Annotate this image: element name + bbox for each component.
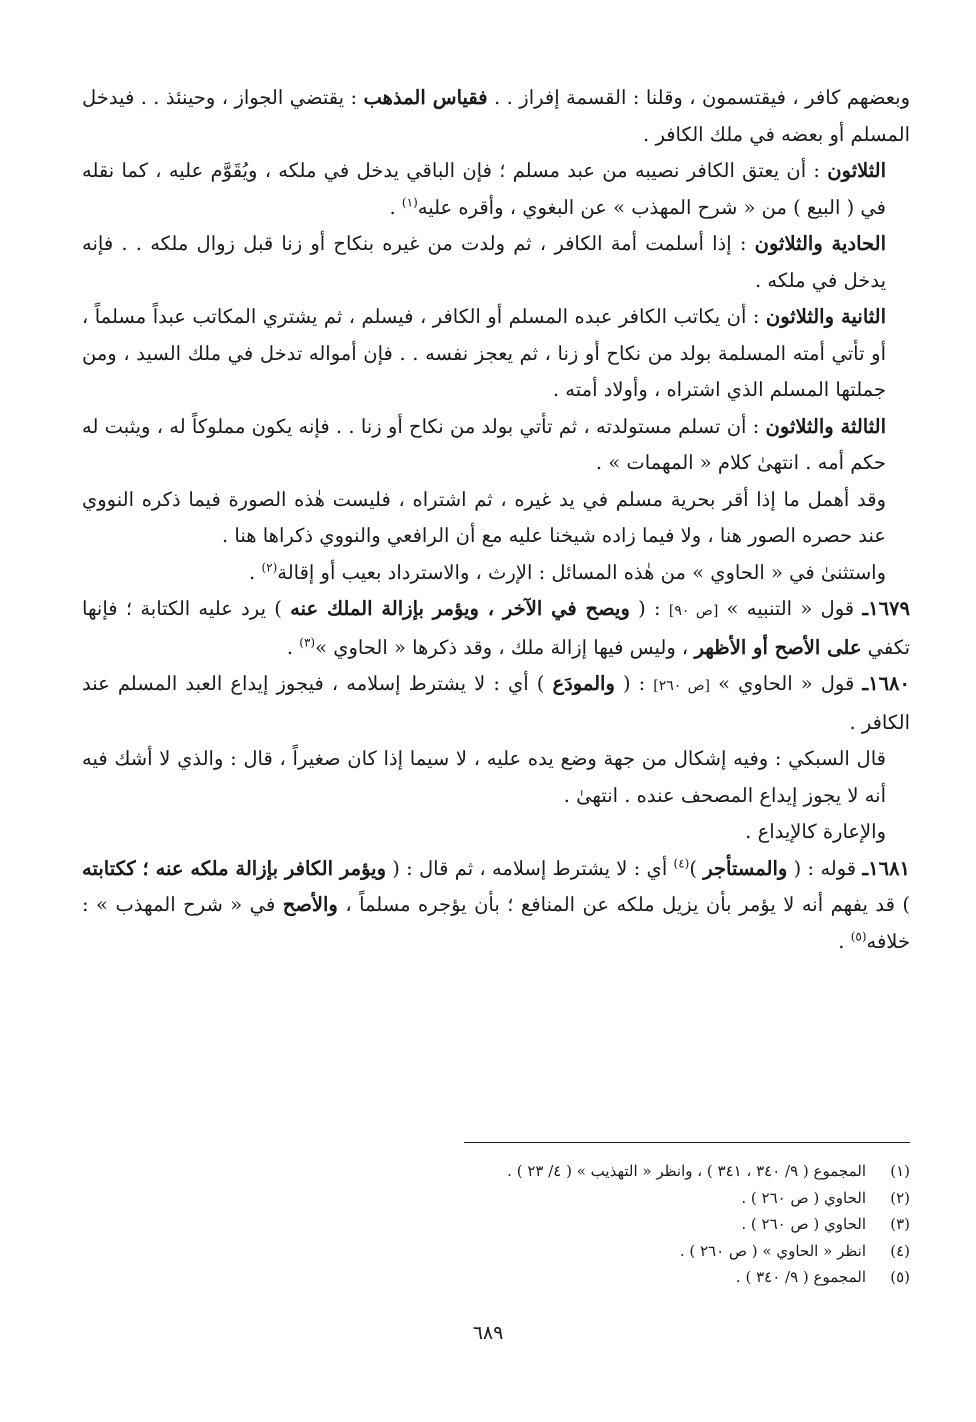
paragraph-text: .: [249, 560, 262, 584]
bold-term: فقياس المذهب: [363, 86, 488, 109]
item-heading: الثانية والثلاثون: [765, 305, 886, 328]
footnote-text: المجموع ( ٩/ ٣٤٠ ، ٣٤١ ) ، وانظر « التهذيب » ( ٤/ ٢٣ ) .: [507, 1162, 866, 1180]
item-heading: الحادية والثلاثون: [754, 232, 887, 255]
paragraph-lending: [82, 814, 910, 851]
paragraph-text: واستثنىٰ في « الحاوي » من هٰذه المسائل : الإرث ، والاسترداد بعيب أو إقالة: [277, 560, 886, 584]
item-thirtieth: [82, 153, 910, 226]
quoted-text: ويصح في الآخر ، ويؤمر بإزالة الملك عنه: [290, 597, 630, 620]
item-text: : إذا أسلمت أمة الكافر ، ثم ولدت من غيره بنكاح أو زنا قبل زوال ملكه . . فإنه يدخل في ملكه .: [82, 232, 886, 292]
item-thirty-third: [82, 409, 910, 482]
bold-term: والأصح: [282, 893, 338, 916]
section-text: ): [689, 856, 704, 880]
page-reference: [ص ٢٦٠]: [653, 678, 711, 694]
section-text: قول « التنبيه »: [718, 597, 863, 620]
paragraph-neglected: [82, 482, 910, 555]
section-number: ١٦٨١ـ: [862, 856, 911, 880]
main-text: [82, 80, 910, 960]
footnote-text: المجموع ( ٩/ ٣٤٠ ) .: [735, 1268, 866, 1286]
section-text: : (: [614, 672, 654, 695]
paragraph-text: قال السبكي : وفيه إشكال من جهة وضع يده عليه ، لا سيما إذا كان صغيراً ، قال : والذي لا أشك فيه أنه لا يجوز إيداع المصحف عنده . انتهىٰ .: [82, 747, 886, 807]
section-text: أي : لا يشترط إسلامه ، ثم قال : (: [386, 856, 674, 880]
quoted-text: والمودَع: [552, 672, 615, 695]
footnote-number: (٣): [890, 1215, 910, 1233]
footnote-text: انظر « الحاوي » ( ص ٢٦٠ ) .: [679, 1241, 866, 1260]
item-text: : أن يكاتب الكافر عبده المسلم أو الكافر ، فيسلم ، ثم يشتري المكاتب عبداً مسلماً ، أو تأتي أمته المسلمة بولد من نكاح أو زنا ، ثم يعجز نفسه . . فإن أمواله تدخل في ملك السيد ، ومن جملتها المسلم الذي اشتراه ، وأولاد أمته .: [82, 305, 886, 401]
section-text: قول « الحاوي »: [710, 672, 863, 695]
footnote-item: [82, 1238, 910, 1265]
footnote-number: (٤): [890, 1241, 910, 1260]
paragraph-exception: [82, 555, 910, 592]
section-text: .: [286, 635, 300, 659]
footnote-divider: [464, 1142, 910, 1143]
section-number: ١٦٨٠ـ: [862, 672, 911, 695]
footnote-text: الحاوي ( ص ٢٦٠ ) .: [741, 1188, 866, 1207]
bold-term: على الأصح أو الأظهر: [694, 635, 862, 659]
section-text: في « شرح المهذب » : خلافه: [82, 893, 910, 953]
section-number: ١٦٧٩ـ: [862, 597, 910, 620]
paragraph-text: وقد أهمل ما إذا أقر بحرية مسلم في يد غيره ، ثم اشتراه ، فليست هٰذه الصورة فيما ذكره النووي عند حصره الصور هنا ، ولا فيما زاده شيخنا عليه مع أن الرافعي والنووي ذكراها هنا .: [82, 487, 886, 547]
paragraph-text: والإعارة كالإيداع .: [745, 820, 886, 843]
section-text: .: [838, 929, 851, 953]
footnote-item: [82, 1211, 910, 1238]
section-1680: [82, 666, 910, 741]
section-text: ) أي : لا يشترط إسلامه ، فيجوز إيداع العبد المسلم عند الكافر .: [82, 672, 910, 734]
footnote-number: (١): [890, 1162, 910, 1180]
item-thirty-second: [82, 299, 910, 409]
section-text: : (: [629, 597, 669, 620]
footnote-number: (٢): [890, 1188, 910, 1207]
paragraph-0: [82, 80, 910, 153]
footnote-text: الحاوي ( ص ٢٦٠ ) .: [741, 1215, 866, 1233]
page-number: ٦٨٩: [472, 1322, 504, 1344]
footnote-marker[interactable]: (٣): [299, 635, 316, 649]
footnote-number: (٥): [890, 1268, 910, 1286]
section-text: ، وليس فيها إزالة ملك ، وقد ذكرها « الحاوي »: [315, 635, 695, 659]
footnotes: [82, 1158, 910, 1291]
quoted-text: ويؤمر الكافر بإزالة ملكه عنه ؛ ككتابته: [82, 856, 387, 880]
page-reference: [ص ٩٠]: [668, 603, 719, 619]
section-text: ) قد يفهم أنه لا يؤمر بأن يزيل ملكه عن المنافع ؛ بأن يؤجره مسلماً ،: [337, 893, 910, 916]
item-text: .: [389, 195, 402, 219]
section-text: قوله : (: [787, 856, 863, 880]
footnote-marker[interactable]: (٥): [850, 929, 867, 943]
footnote-item: [82, 1158, 910, 1185]
quoted-text: والمستأجر: [703, 856, 788, 880]
section-1681: [82, 851, 910, 961]
footnote-marker[interactable]: (٢): [261, 560, 278, 574]
section-text: ) يرد عليه الكتابة ؛ فإنها تكفي: [82, 597, 910, 659]
paragraph-text: وبعضهم كافر ، فيقتسمون ، وقلنا : القسمة إفراز . .: [487, 86, 911, 109]
paragraph-subki: [82, 741, 910, 814]
item-thirty-first: [82, 226, 910, 299]
section-1679: [82, 591, 910, 666]
item-heading: الثلاثون: [827, 159, 886, 182]
item-heading: الثالثة والثلاثون: [765, 414, 886, 438]
paragraph-text: : يقتضي الجواز ، وحينئذ . . فيدخل المسلم أو بعضه في ملك الكافر .: [82, 86, 910, 146]
footnote-item: [82, 1185, 910, 1212]
footnote-marker[interactable]: (٤): [673, 856, 690, 870]
item-text: : أن يعتق الكافر نصيبه من عبد مسلم ؛ فإن الباقي يدخل في ملكه ، ويُقَوَّم عليه ، كما نقله في ( البيع ) من « شرح المهذب » عن البغوي ، وأقره عليه: [82, 159, 886, 219]
footnote-marker[interactable]: (١): [401, 195, 418, 209]
footnote-item: [82, 1264, 910, 1291]
item-text: : أن تسلم مستولدته ، ثم تأتي بولد من نكاح أو زنا . . فإنه يكون مملوكاً له ، ويثبت له حكم أمه . انتهىٰ كلام « المهمات » .: [82, 414, 886, 474]
